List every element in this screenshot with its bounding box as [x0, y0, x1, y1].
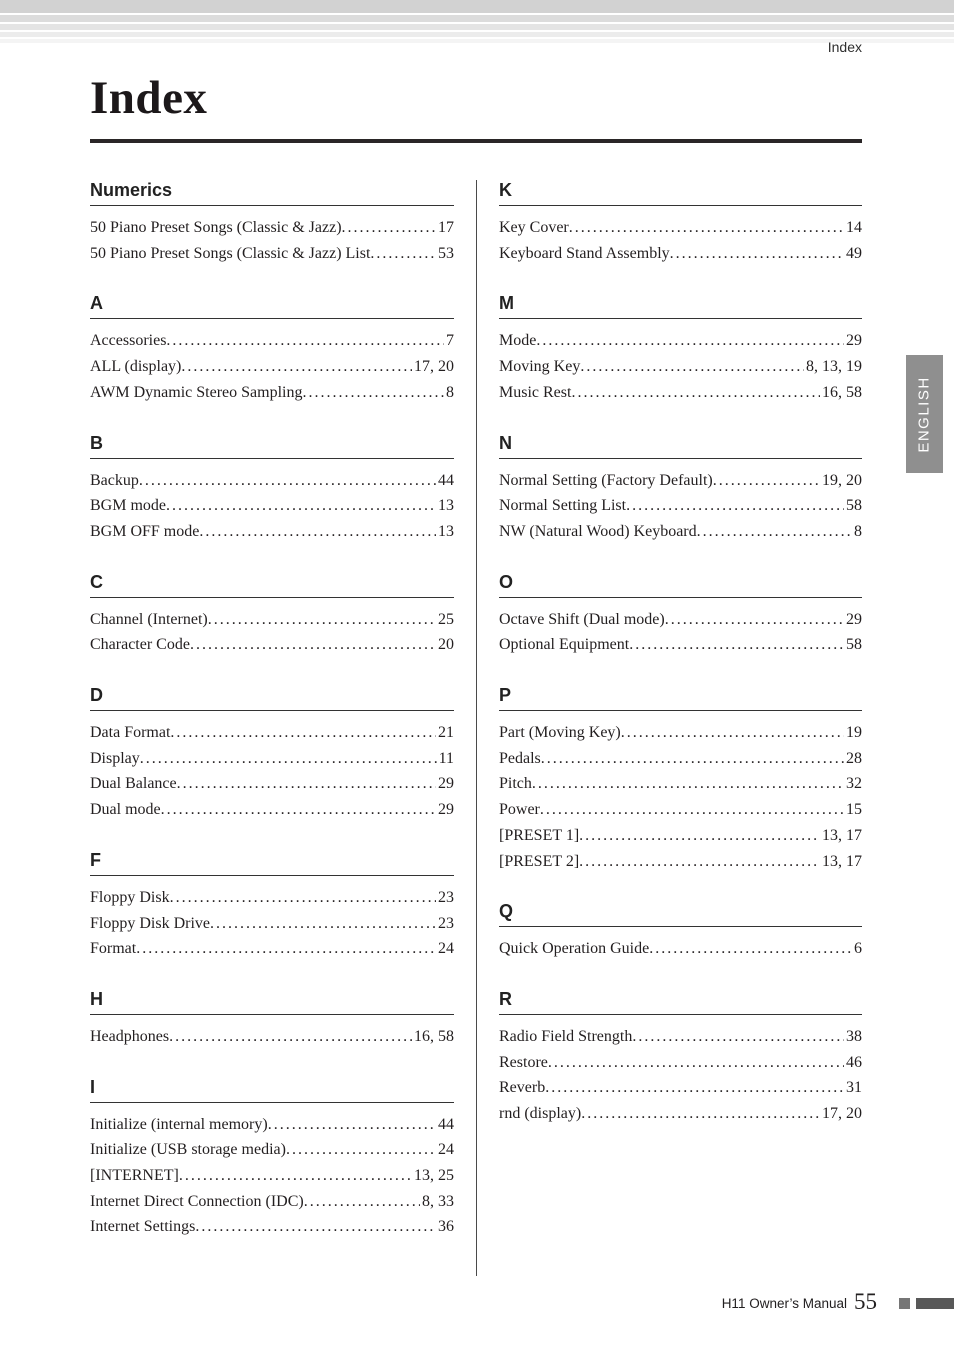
index-entry: [90, 1214, 454, 1240]
section-letter: H: [90, 988, 103, 1009]
entry-pages: 29: [846, 610, 862, 628]
section-letter: M: [499, 293, 514, 314]
entry-term: Internet Settings: [90, 1218, 196, 1236]
entry-pages: 32: [846, 775, 862, 793]
entry-pages: 13, 17: [822, 852, 862, 870]
entry-term: Key Cover: [499, 219, 569, 236]
entry-term: Restore: [499, 1053, 548, 1071]
footer-mark-square: [899, 1298, 910, 1309]
index-section-b: [90, 433, 454, 545]
page-number: 55: [854, 1289, 877, 1314]
index-entry: [90, 911, 454, 937]
column-divider: [476, 180, 477, 1276]
index-entry: [90, 493, 454, 519]
section-letter: I: [90, 1076, 96, 1097]
entry-pages: 8: [446, 383, 454, 401]
entry-term: Initialize (USB storage media): [90, 1141, 286, 1159]
index-section-a: [90, 293, 454, 405]
entry-term: Octave Shift (Dual mode): [499, 610, 665, 628]
entry-pages: 6: [854, 940, 862, 958]
dot-leader: [545, 1075, 844, 1101]
dot-leader: [571, 380, 820, 406]
index-entry: [499, 797, 862, 823]
section-rule: [90, 597, 454, 598]
index-entry: [499, 519, 862, 545]
dot-leader: [268, 1112, 436, 1138]
index-entry: [499, 1101, 862, 1127]
index-entry: [499, 823, 862, 849]
entry-term: Keyboard Stand Assembly: [499, 244, 670, 262]
index-section-o: [499, 572, 862, 658]
page-footer: [0, 1289, 954, 1318]
entry-pages: 11: [438, 749, 454, 767]
index-entry: [90, 241, 454, 267]
entry-term: Quick Operation Guide: [499, 940, 650, 958]
index-section-n: [499, 433, 862, 545]
entry-term: Pedals: [499, 749, 541, 767]
index-entry: [499, 632, 862, 658]
dot-leader: [665, 607, 844, 633]
dot-leader: [166, 493, 436, 519]
dot-leader: [649, 936, 852, 962]
index-entry: [90, 215, 454, 241]
entry-pages: 8: [854, 522, 862, 540]
dot-leader: [181, 354, 412, 380]
section-letter: P: [499, 685, 512, 706]
section-letter: R: [499, 988, 512, 1009]
index-column-left: [90, 180, 454, 1276]
entry-pages: 21: [438, 724, 454, 742]
manual-name: H11 Owner’s Manual: [721, 1295, 847, 1311]
entry-pages: 58: [846, 636, 862, 654]
entry-term: Reverb: [499, 1079, 546, 1097]
entry-pages: 44: [438, 471, 454, 489]
dot-leader: [179, 1163, 412, 1189]
entry-term: Dual Balance: [90, 775, 177, 793]
dot-leader: [161, 797, 436, 823]
section-letter: Numerics: [90, 180, 173, 200]
entry-term: [INTERNET]: [90, 1167, 179, 1185]
index-section-d: [90, 685, 454, 823]
index-entry: [90, 380, 454, 406]
dot-leader: [621, 720, 844, 746]
entry-term: Power: [499, 801, 540, 819]
index-entry: [90, 746, 454, 772]
section-entries: [499, 468, 862, 545]
entry-term: Optional Equipment: [499, 636, 630, 654]
entry-pages: 15: [846, 801, 862, 819]
entry-pages: 17, 20: [414, 358, 454, 376]
index-entry: [499, 771, 862, 797]
entry-pages: 13: [438, 522, 454, 540]
dot-leader: [579, 849, 820, 875]
entry-term: [PRESET 2]: [499, 852, 580, 870]
entry-pages: 44: [438, 1115, 454, 1133]
index-entry: [90, 354, 454, 380]
dot-leader: [697, 519, 852, 545]
entry-term: Part (Moving Key): [499, 724, 621, 742]
section-letter: F: [90, 849, 101, 870]
section-entries: [90, 885, 454, 962]
dot-leader: [540, 797, 844, 823]
section-letter: D: [90, 685, 103, 706]
dot-leader: [195, 1214, 436, 1240]
dot-leader: [210, 911, 436, 937]
dot-leader: [170, 885, 436, 911]
index-section-r: [499, 989, 862, 1127]
entry-term: Floppy Disk Drive: [90, 914, 210, 932]
entry-pages: 14: [846, 219, 862, 236]
index-section-i: [90, 1077, 454, 1241]
entry-pages: 13, 17: [822, 826, 862, 844]
section-entries: [90, 468, 454, 545]
section-letter: A: [90, 293, 103, 314]
index-entry: [499, 468, 862, 494]
dot-leader: [670, 241, 844, 267]
section-entries: [90, 215, 454, 266]
dot-leader: [136, 936, 436, 962]
index-entry: [499, 1050, 862, 1076]
dot-leader: [169, 1024, 412, 1050]
section-rule: [499, 1014, 862, 1015]
section-entries: [90, 328, 454, 405]
entry-pages: 8, 13, 19: [806, 358, 862, 376]
index-entry: [499, 607, 862, 633]
index-section-m: [499, 293, 862, 405]
section-entries: [90, 607, 454, 658]
entry-pages: 16, 58: [822, 383, 862, 401]
index-entry: [90, 885, 454, 911]
entry-term: Moving Key: [499, 358, 581, 376]
section-rule: [90, 205, 454, 206]
entry-term: ALL (display): [90, 358, 182, 376]
entry-term: Internet Direct Connection (IDC): [90, 1192, 304, 1210]
section-rule: [90, 458, 454, 459]
entry-term: Normal Setting (Factory Default): [499, 471, 713, 489]
entry-pages: 24: [438, 940, 454, 958]
entry-term: Channel (Internet): [90, 610, 208, 628]
footer-content: [721, 1289, 954, 1314]
index-section-h: [90, 989, 454, 1050]
entry-term: Character Code: [90, 636, 190, 654]
entry-pages: 13, 25: [414, 1167, 454, 1185]
index-entry: [90, 771, 454, 797]
entry-term: Radio Field Strength: [499, 1027, 633, 1045]
section-entries: [90, 1024, 454, 1050]
index-entry: [499, 1024, 862, 1050]
entry-pages: 58: [846, 497, 862, 515]
index-section-q: [499, 901, 862, 962]
dot-leader: [579, 823, 820, 849]
entry-pages: 28: [846, 749, 862, 767]
entry-pages: 7: [446, 332, 454, 350]
dot-leader: [632, 1024, 844, 1050]
entry-pages: 25: [438, 610, 454, 628]
entry-pages: 23: [438, 888, 454, 906]
index-section-f: [90, 850, 454, 962]
entry-pages: 29: [438, 801, 454, 819]
entry-pages: 31: [846, 1079, 862, 1097]
header-gradient-stripes: [0, 0, 954, 45]
entry-term: [PRESET 1]: [499, 826, 580, 844]
dot-leader: [536, 328, 844, 354]
section-rule: [90, 710, 454, 711]
section-entries: [499, 1024, 862, 1127]
index-columns: [90, 180, 862, 1276]
index-entry: [499, 1075, 862, 1101]
dot-leader: [713, 468, 820, 494]
section-letter: C: [90, 571, 103, 592]
index-section-p: [499, 685, 862, 874]
dot-leader: [177, 771, 436, 797]
entry-pages: 17, 20: [822, 1105, 862, 1123]
index-entry: [499, 328, 862, 354]
index-entry: [499, 380, 862, 406]
index-entry: [90, 1024, 454, 1050]
running-header-label: Index: [827, 39, 862, 55]
dot-leader: [342, 215, 436, 241]
section-entries: [499, 215, 862, 266]
entry-pages: 53: [438, 244, 454, 262]
entry-term: Music Rest: [499, 383, 572, 401]
entry-pages: 13: [438, 497, 454, 515]
dot-leader: [208, 607, 436, 633]
section-entries: [499, 720, 862, 874]
index-entry: [499, 746, 862, 772]
section-entries: [90, 720, 454, 823]
language-tab-english: [906, 355, 943, 473]
dot-leader: [548, 1050, 844, 1076]
index-entry: [499, 354, 862, 380]
dot-leader: [286, 1137, 436, 1163]
dot-leader: [190, 632, 436, 658]
index-entry: [90, 720, 454, 746]
index-section-numerics: [90, 180, 454, 266]
dot-leader: [626, 493, 844, 519]
dot-leader: [370, 241, 436, 267]
page-title: Index: [90, 72, 208, 124]
index-entry: [90, 328, 454, 354]
index-entry: [499, 936, 862, 962]
entry-term: Initialize (internal memory): [90, 1115, 268, 1133]
entry-pages: 17: [438, 219, 454, 236]
entry-pages: 29: [438, 775, 454, 793]
section-rule: [499, 205, 862, 206]
entry-term: Headphones: [90, 1027, 170, 1045]
entry-term: Dual mode: [90, 801, 161, 819]
index-entry: [90, 607, 454, 633]
entry-pages: 46: [846, 1053, 862, 1071]
dot-leader: [580, 354, 804, 380]
language-tab-label: ENGLISH: [916, 375, 934, 453]
entry-term: 50 Piano Preset Songs (Classic & Jazz) List: [90, 244, 371, 262]
index-section-c: [90, 572, 454, 658]
entry-pages: 19, 20: [822, 471, 862, 489]
index-entry: [90, 1112, 454, 1138]
dot-leader: [532, 771, 844, 797]
section-rule: [90, 875, 454, 876]
entry-term: BGM mode: [90, 497, 166, 515]
entry-pages: 20: [438, 636, 454, 654]
entry-term: 50 Piano Preset Songs (Classic & Jazz): [90, 219, 342, 236]
dot-leader: [629, 632, 844, 658]
entry-term: Accessories: [90, 332, 167, 350]
entry-pages: 24: [438, 1141, 454, 1159]
index-entry: [90, 468, 454, 494]
index-entry: [499, 493, 862, 519]
dot-leader: [302, 380, 444, 406]
section-letter: K: [499, 180, 512, 200]
index-column-right: [499, 180, 862, 1276]
index-entry: [90, 632, 454, 658]
entry-term: Backup: [90, 471, 139, 489]
entry-term: Display: [90, 749, 140, 767]
footer-mark-bar: [916, 1298, 954, 1309]
entry-pages: 16, 58: [414, 1027, 454, 1045]
section-rule: [499, 318, 862, 319]
section-rule: [499, 458, 862, 459]
section-letter: O: [499, 571, 514, 592]
index-entry: [499, 241, 862, 267]
entry-pages: 38: [846, 1027, 862, 1045]
entry-term: AWM Dynamic Stereo Sampling: [90, 383, 303, 401]
dot-leader: [199, 519, 436, 545]
entry-pages: 49: [846, 244, 862, 262]
dot-leader: [140, 746, 437, 772]
entry-term: Format: [90, 940, 137, 958]
dot-leader: [581, 1101, 820, 1127]
entry-term: Data Format: [90, 724, 171, 742]
section-rule: [90, 318, 454, 319]
entry-pages: 8, 33: [422, 1192, 454, 1210]
dot-leader: [170, 720, 436, 746]
entry-pages: 23: [438, 914, 454, 932]
index-entry: [90, 1163, 454, 1189]
section-rule: [499, 926, 862, 927]
section-rule: [499, 597, 862, 598]
section-rule: [90, 1102, 454, 1103]
section-letter: N: [499, 432, 512, 453]
index-entry: [90, 936, 454, 962]
section-letter: Q: [499, 901, 514, 922]
title-rule: [90, 139, 862, 143]
entry-term: Pitch: [499, 775, 532, 793]
section-entries: [499, 936, 862, 962]
index-section-k: [499, 180, 862, 266]
index-entry: [90, 1137, 454, 1163]
section-rule: [499, 710, 862, 711]
entry-pages: 36: [438, 1218, 454, 1236]
entry-term: Mode: [499, 332, 537, 350]
dot-leader: [139, 468, 436, 494]
dot-leader: [166, 328, 444, 354]
entry-pages: 19: [846, 724, 862, 742]
entry-term: Normal Setting List: [499, 497, 627, 515]
index-entry: [499, 849, 862, 875]
index-entry: [90, 1189, 454, 1215]
section-entries: [499, 607, 862, 658]
section-entries: [90, 1112, 454, 1241]
section-letter: B: [90, 432, 103, 453]
entry-term: BGM OFF mode: [90, 522, 200, 540]
entry-pages: 29: [846, 332, 862, 350]
section-entries: [499, 328, 862, 405]
index-entry: [499, 215, 862, 241]
index-entry: [499, 720, 862, 746]
section-rule: [90, 1014, 454, 1015]
entry-term: NW (Natural Wood) Keyboard: [499, 522, 697, 540]
dot-leader: [569, 215, 844, 241]
entry-term: Floppy Disk: [90, 888, 170, 906]
dot-leader: [304, 1189, 420, 1215]
index-entry: [90, 797, 454, 823]
entry-term: rnd (display): [499, 1105, 582, 1123]
dot-leader: [541, 746, 844, 772]
index-entry: [90, 519, 454, 545]
